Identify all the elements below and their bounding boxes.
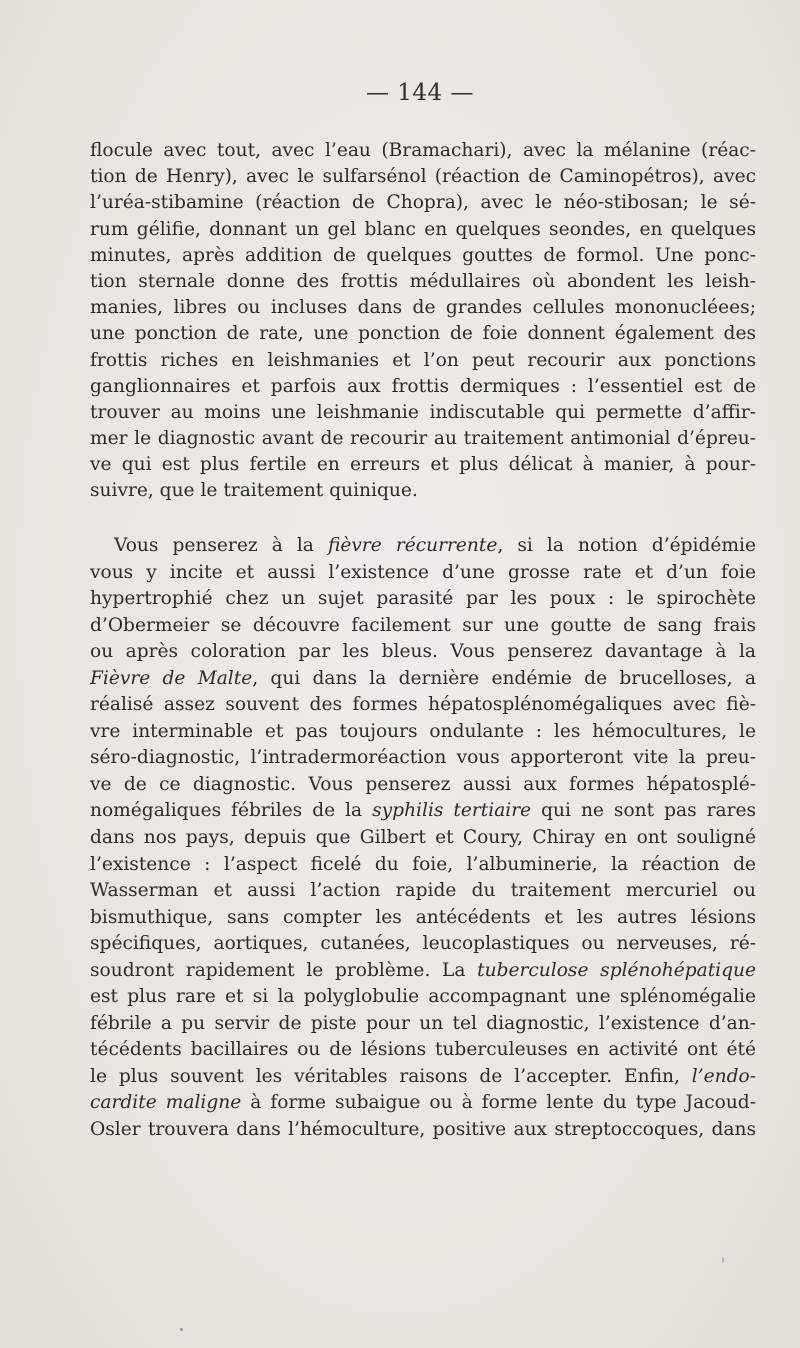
text-line: rum gélifie, donnant un gel blanc en quelques seondes, en quelques <box>90 218 756 240</box>
text-line: réalisé assez souvent des formes hépatosplénomégaliques avec fiè- <box>90 694 756 716</box>
text-line: técédents bacillaires ou de lésions tuberculeuses en activité ont été <box>90 1039 756 1061</box>
text-line: l’uréa-stibamine (réaction de Chopra), avec le néo-stibosan; le sé- <box>90 192 756 214</box>
text-line: nomégaliques fébriles de la syphilis tertiaire qui ne sont pas rares <box>90 800 757 822</box>
text-line: séro-diagnostic, l’intradermoréaction vous apporteront vite la preu- <box>90 747 756 769</box>
text-line: floculе avec tout, avec l’eau (Bramachari), avec la mélanine (réac- <box>90 140 756 161</box>
text-line: est plus rare et si la polyglobulie accompagnant une splénomégalie <box>90 986 756 1008</box>
text-line: dans nos pays, depuis que Gilbert et Coury, Chiray en ont souligné <box>90 827 756 849</box>
text-line: Osler trouvera dans l’hémoculture, positive aux streptoccoques, dans <box>90 1119 756 1141</box>
text-line: ve qui est plus fertile en erreurs et plus délicat à manier, à pour- <box>90 454 756 476</box>
text-line: frottis riches en leishmanies et l’on peut recourir aux ponctions <box>90 349 756 371</box>
text-line: hypertrophié chez un sujet parasité par les poux : le spirochète <box>90 588 756 610</box>
paragraph-1 <box>90 138 756 505</box>
text-line: une ponction de rate, une ponction de foie donnent également des <box>90 323 756 345</box>
text-line: le plus souvent les véritables raisons de l’accepter. Enfin, l’endo- <box>90 1065 756 1087</box>
text-line: l’existence : l’aspect ficelé du foie, l’albuminerie, la réaction de <box>90 853 756 875</box>
italic-term: tuberculose splénohépatique <box>477 959 756 981</box>
text-line: soudront rapidement le problème. La tuberculose splénohépatique <box>90 959 756 981</box>
text-line: trouver au moins une leishmanie indiscutable qui permette d’affir- <box>90 401 756 423</box>
text-line: Vous penserez à la fièvre récurrente, si la notion d’épidémie <box>114 535 756 556</box>
text-line: cardite maligne à forme subaigue ou à forme lente du type Jacoud- <box>90 1092 756 1114</box>
paragraph-2 <box>90 533 756 1144</box>
italic-term: syphilis tertiaire <box>372 800 532 822</box>
text-line: bismuthique, sans compter les antécédents et les autres lésions <box>90 906 756 928</box>
text-line: vous y incite et aussi l’existence d’une grosse rate et d’un foie <box>90 561 756 583</box>
text-line: minutes, après addition de quelques gouttes de formol. Une ponc- <box>90 244 756 266</box>
text-line: tion sternale donne des frottis médullaires où abondent les leish- <box>90 270 756 292</box>
text-line: suivre, que le traitement quinique. <box>90 480 418 502</box>
italic-term: l’endo- <box>691 1065 756 1087</box>
text-line: ou après coloration par les bleus. Vous penserez davantage à la <box>90 641 756 663</box>
paper-speck <box>180 1328 183 1331</box>
text-line: d’Obermeier se découvre facilement sur une goutte de sang frais <box>90 614 756 636</box>
text-line: Fièvre de Malte, qui dans la dernière endémie de brucelloses, a <box>90 667 756 689</box>
italic-term: fièvre récurrente <box>327 535 498 556</box>
text-line: spécifiques, aortiques, cutanées, leucoplastiques ou nerveuses, ré- <box>90 933 756 955</box>
text-line: ve de ce diagnostic. Vous penserez aussi aux formes hépatosplé- <box>90 773 756 795</box>
text-line: vre interminable et pas toujours ondulante : les hémocultures, le <box>90 720 756 742</box>
italic-term: Fièvre de Malte <box>90 667 253 689</box>
paper-speck <box>722 1257 724 1263</box>
text-line: fébrile a pu servir de piste pour un tel diagnostic, l’existence d’an- <box>90 1012 756 1034</box>
page-number: — 144 — <box>365 80 475 106</box>
text-line: tion de Henry), avec le sulfarsénol (réaction de Caminopétros), avec <box>90 166 756 188</box>
text-line: mer le diagnostic avant de recourir au traitement antimonial d’épreu- <box>90 428 756 450</box>
text-line: manies, libres ou incluses dans de grandes cellules mononucléees; <box>90 297 756 319</box>
text-line: Wasserman et aussi l’action rapide du traitement mercuriel ou <box>90 880 756 902</box>
italic-term: cardite maligne <box>90 1092 242 1114</box>
text-line: ganglionnaires et parfois aux frottis dermiques : l’essentiel est de <box>90 375 756 397</box>
